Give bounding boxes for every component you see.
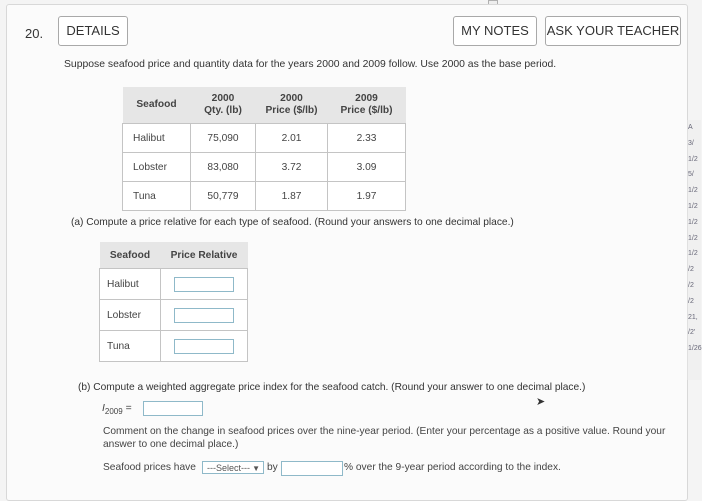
row-label: Tuna — [100, 331, 161, 362]
side-strip-item: 1/2 — [688, 218, 698, 226]
cell-price-2000: 3.72 — [256, 153, 328, 182]
lobster-price-relative-input[interactable] — [174, 308, 234, 323]
side-strip — [687, 120, 701, 380]
halibut-price-relative-input[interactable] — [174, 277, 234, 292]
side-strip-item: 1/2 — [688, 250, 698, 258]
row-label: Tuna — [123, 182, 191, 211]
cell-price-2009: 3.09 — [328, 153, 406, 182]
select-value: ---Select--- — [207, 463, 250, 473]
direction-select[interactable] — [202, 461, 264, 474]
side-strip-item: /2 — [688, 266, 694, 274]
col-header-seafood: Seafood — [123, 87, 191, 124]
col-header-qty-2000: 2000 Qty. (lb) — [191, 87, 256, 124]
col-header-price-2000: 2000 Price ($/lb) — [256, 87, 328, 124]
cell-price-2009: 2.33 — [328, 124, 406, 153]
chevron-down-icon: ▼ — [252, 464, 260, 473]
comment-prompt: Comment on the change in seafood prices over the nine-year period. (Enter your percentage as a positive value. Round your answer to one decimal place.) — [103, 426, 666, 450]
question-card — [6, 4, 688, 501]
col-header-seafood: Seafood — [100, 242, 161, 269]
side-strip-item: /2' — [688, 329, 696, 337]
side-strip-item: 3/ — [688, 139, 694, 147]
side-strip-item: 1/2 — [688, 234, 698, 242]
cell-price-2000: 2.01 — [256, 124, 328, 153]
mouse-cursor-icon: ➤ — [536, 396, 546, 408]
side-strip-item: 21, — [688, 313, 698, 321]
question-intro: Suppose seafood price and quantity data for the years 2000 and 2009 follow. Use 2000 as the base period. — [64, 59, 557, 70]
answer-cell — [161, 331, 248, 362]
table-row — [100, 300, 248, 331]
percentage-input[interactable] — [281, 461, 343, 476]
sentence-start: Seafood prices have — [103, 462, 196, 473]
table-header-row — [123, 87, 406, 124]
question-number: 20. — [25, 26, 44, 41]
price-relative-table — [99, 242, 248, 362]
side-strip-item: /2 — [688, 297, 694, 305]
side-strip-item: 1/2 — [688, 202, 698, 210]
cell-qty: 83,080 — [191, 153, 256, 182]
table-row — [123, 182, 406, 211]
ask-teacher-button[interactable]: ASK YOUR TEACHER — [545, 16, 681, 46]
table-row — [100, 269, 248, 300]
table-row — [100, 331, 248, 362]
row-label: Halibut — [100, 269, 161, 300]
index-label — [102, 403, 132, 416]
part-b-prompt: (b) Compute a weighted aggregate price index for the seafood catch. (Round your answer to one decimal place.) — [78, 382, 586, 393]
table-row — [123, 124, 406, 153]
answer-cell — [161, 269, 248, 300]
table-header-row — [100, 242, 248, 269]
row-label: Halibut — [123, 124, 191, 153]
side-strip-item: /2 — [688, 281, 694, 289]
col-header-price-2009: 2009 Price ($/lb) — [328, 87, 406, 124]
row-label: Lobster — [100, 300, 161, 331]
col-header-price-relative: Price Relative — [161, 242, 248, 269]
my-notes-button[interactable]: MY NOTES — [453, 16, 537, 46]
side-strip-item: 1/2 — [688, 187, 698, 195]
side-strip-item: A — [688, 124, 693, 131]
index-symbol: I — [102, 403, 105, 414]
cell-price-2009: 1.97 — [328, 182, 406, 211]
side-strip-item: 1/26 — [688, 345, 702, 353]
cell-qty: 50,779 — [191, 182, 256, 211]
equals-sign: = — [125, 403, 132, 414]
cell-price-2000: 1.87 — [256, 182, 328, 211]
side-strip-item: 5/ — [688, 171, 694, 179]
cell-qty: 75,090 — [191, 124, 256, 153]
side-strip-item: 1/2 — [688, 155, 698, 163]
details-button[interactable]: DETAILS — [58, 16, 128, 46]
tuna-price-relative-input[interactable] — [174, 339, 234, 354]
part-a-prompt: (a) Compute a price relative for each type of seafood. (Round your answers to one decimal place.) — [71, 217, 514, 228]
price-index-input[interactable] — [143, 401, 203, 416]
table-row — [123, 153, 406, 182]
sentence-end: % over the 9-year period according to the index. — [344, 462, 561, 473]
index-subscript: 2009 — [104, 407, 123, 417]
row-label: Lobster — [123, 153, 191, 182]
seafood-data-table — [122, 87, 406, 211]
by-label: by — [267, 462, 278, 473]
answer-cell — [161, 300, 248, 331]
